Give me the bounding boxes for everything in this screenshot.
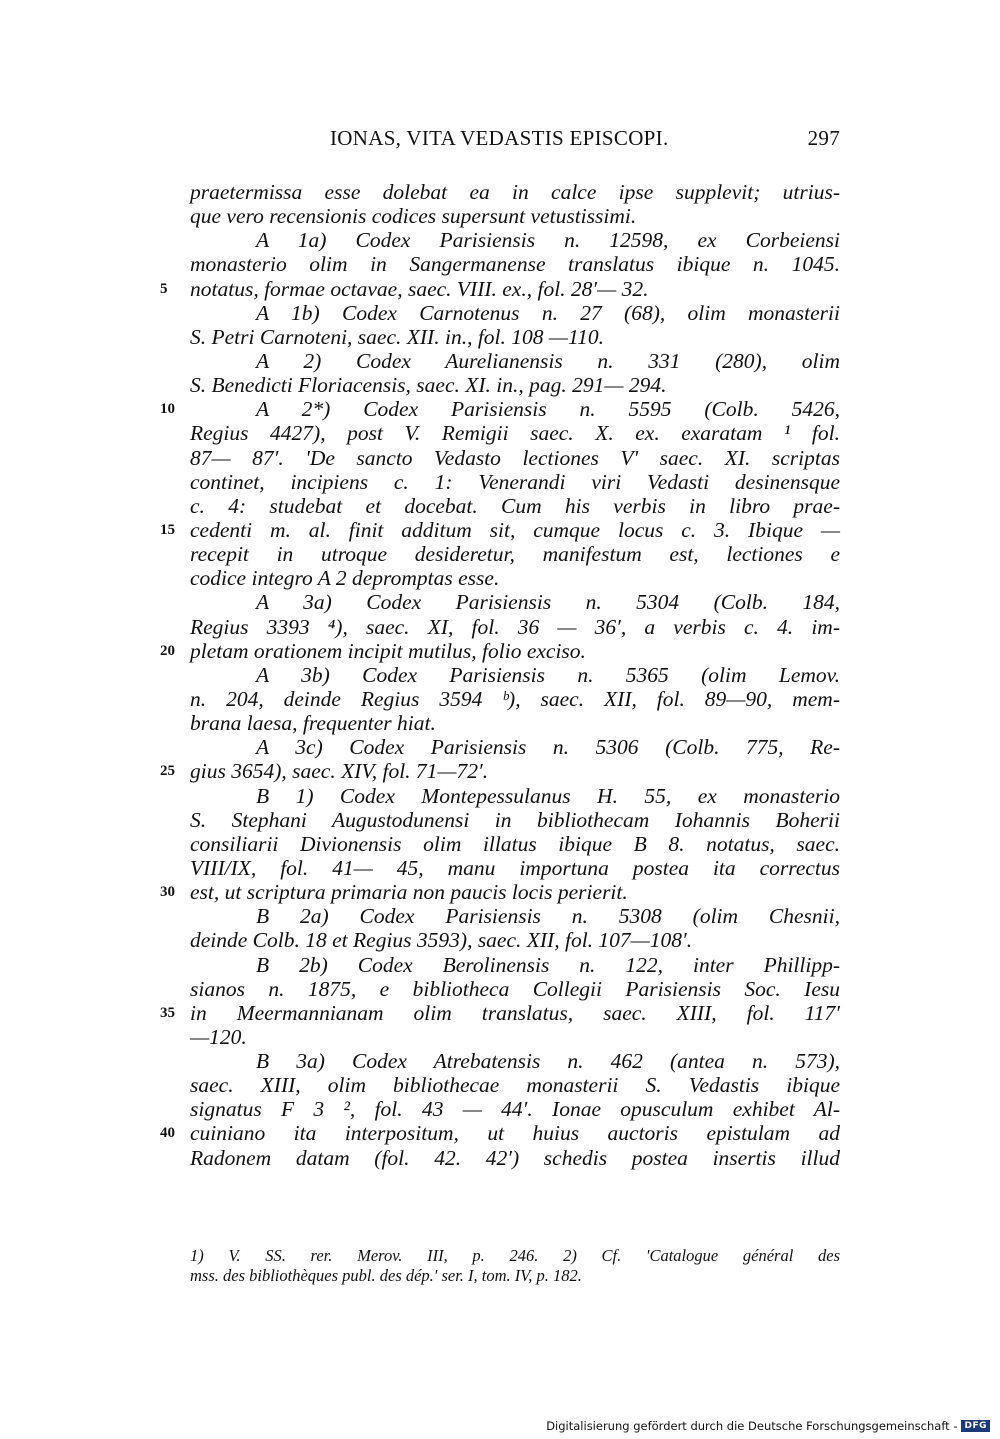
text-line bbox=[190, 252, 840, 276]
text-line bbox=[190, 566, 840, 590]
text-line-content: 87— 87′. 'De sancto Vedasto lectiones V' saec. XI. scriptas bbox=[190, 445, 840, 470]
text-line bbox=[160, 759, 840, 784]
text-line bbox=[190, 325, 840, 349]
text-line-content: S. Petri Carnoteni, saec. XII. in., fol. 108 —110. bbox=[190, 324, 605, 349]
text-line-content: n. 204, deinde Regius 3594 ᵇ), saec. XII, fol. 89—90, mem- bbox=[190, 686, 840, 711]
text-line-content: c. 4: studebat et docebat. Cum his verbis in libro prae- bbox=[190, 493, 840, 518]
text-line-content: est, ut scriptura primaria non paucis locis perierit. bbox=[190, 880, 628, 905]
text-line bbox=[190, 928, 840, 952]
text-line bbox=[190, 1049, 840, 1073]
text-line-content: consiliarii Divionensis olim illatus ibique B 8. notatus, saec. bbox=[190, 831, 840, 856]
text-line bbox=[190, 808, 840, 832]
text-line-content: continet, incipiens c. 1: Venerandi viri Vedasti desinensque bbox=[190, 469, 840, 494]
text-line bbox=[190, 977, 840, 1001]
text-line-content: —120. bbox=[190, 1024, 247, 1049]
text-line bbox=[190, 446, 840, 470]
text-line-content: codice integro A 2 depromptas esse. bbox=[190, 566, 500, 591]
text-line-content: cuiniano ita interpositum, ut huius auctoris epistulam ad bbox=[190, 1121, 840, 1146]
text-line-content: A 2) Codex Aurelianensis n. 331 (280), olim bbox=[256, 348, 840, 373]
text-line bbox=[160, 880, 840, 905]
text-line-content: B 3a) Codex Atrebatensis n. 462 (antea n. 573), bbox=[256, 1049, 840, 1074]
text-line bbox=[160, 1000, 840, 1025]
text-line bbox=[190, 953, 840, 977]
running-title: IONAS, VITA VEDASTIS EPISCOPI. bbox=[330, 126, 669, 150]
text-line bbox=[190, 228, 840, 252]
text-line-content: B 1) Codex Montepessulanus H. 55, ex monasterio bbox=[256, 783, 840, 808]
text-line-content: recepit in utroque desideretur, manifestum est, lectiones e bbox=[190, 542, 840, 567]
text-line-content: praetermissa esse dolebat ea in calce ipse supplevit; utrius- bbox=[190, 180, 840, 204]
text-line bbox=[190, 1025, 840, 1049]
text-line bbox=[160, 517, 840, 542]
text-line-content: cedenti m. al. finit additum sit, cumque locus c. 3. Ibique — bbox=[190, 517, 840, 542]
text-line-content: que vero recensionis codices supersunt vetustissimi. bbox=[190, 204, 637, 229]
line-number: 15 bbox=[160, 521, 175, 538]
text-line-content: pletam orationem incipit mutilus, folio exciso. bbox=[190, 638, 586, 663]
text-line-content: deinde Colb. 18 et Regius 3593), saec. XII, fol. 107—108′. bbox=[190, 928, 693, 953]
footnotes bbox=[190, 1246, 840, 1286]
line-number: 10 bbox=[160, 401, 175, 418]
text-line-content: gius 3654), saec. XIV, fol. 71—72′. bbox=[190, 759, 489, 784]
text-line bbox=[190, 349, 840, 373]
text-line-content: in Meermannianam olim translatus, saec. XIII, fol. 117′ bbox=[190, 1000, 840, 1025]
text-line bbox=[190, 494, 840, 518]
line-number: 35 bbox=[160, 1004, 175, 1021]
text-line-content: Regius 4427), post V. Remigii saec. X. ex. exaratam ¹ fol. bbox=[190, 421, 840, 446]
dfg-logo: DFG bbox=[961, 1420, 990, 1432]
text-line bbox=[190, 373, 840, 397]
text-line bbox=[160, 1121, 840, 1146]
text-line bbox=[190, 663, 840, 687]
page-number: 297 bbox=[807, 126, 840, 150]
line-number: 40 bbox=[160, 1125, 175, 1142]
text-line bbox=[190, 204, 840, 228]
text-line-content: Regius 3393 ⁴), saec. XI, fol. 36 — 36′, a verbis c. 4. im- bbox=[190, 614, 840, 639]
text-line bbox=[160, 276, 840, 301]
text-line-content: A 3c) Codex Parisiensis n. 5306 (Colb. 775, Re- bbox=[256, 735, 840, 760]
digitization-credit bbox=[546, 1419, 990, 1433]
text-line-content: notatus, formae octavae, saec. VIII. ex., fol. 28′— 32. bbox=[190, 276, 649, 301]
text-line bbox=[190, 470, 840, 494]
text-line bbox=[190, 711, 840, 735]
text-line-content: Radonem datam (fol. 42. 42′) schedis postea insertis illud bbox=[190, 1145, 840, 1170]
text-line bbox=[190, 590, 840, 614]
text-line-content: sianos n. 1875, e bibliotheca Collegii Parisiensis Soc. Iesu bbox=[190, 976, 840, 1001]
text-line bbox=[190, 615, 840, 639]
text-line bbox=[190, 1073, 840, 1097]
text-line-content: B 2a) Codex Parisiensis n. 5308 (olim Chesnii, bbox=[256, 904, 840, 929]
text-line bbox=[160, 397, 840, 422]
text-line-content: S. Benedicti Floriacensis, saec. XI. in., pag. 291— 294. bbox=[190, 373, 667, 398]
text-line-content: A 1b) Codex Carnotenus n. 27 (68), olim monasterii bbox=[256, 300, 840, 325]
footnote-line: 1) V. SS. rer. Merov. III, p. 246. 2) Cf. 'Catalogue général des bbox=[190, 1246, 840, 1265]
text-line bbox=[190, 832, 840, 856]
text-line bbox=[190, 1146, 840, 1170]
text-line bbox=[190, 904, 840, 928]
text-line bbox=[160, 638, 840, 663]
footnote-line: mss. des bibliothèques publ. des dép.' ser. I, tom. IV, p. 182. bbox=[190, 1266, 582, 1285]
text-line bbox=[190, 421, 840, 445]
text-line-content: signatus F 3 ², fol. 43 — 44′. Ionae opusculum exhibet Al- bbox=[190, 1097, 840, 1122]
text-line-content: A 2*) Codex Parisiensis n. 5595 (Colb. 5426, bbox=[256, 397, 840, 422]
running-header bbox=[190, 126, 840, 156]
text-line-content: S. Stephani Augustodunensi in bibliothecam Iohannis Boherii bbox=[190, 807, 840, 832]
text-line-content: brana laesa, frequenter hiat. bbox=[190, 711, 436, 736]
line-number: 5 bbox=[160, 280, 168, 297]
text-line-content: A 3a) Codex Parisiensis n. 5304 (Colb. 184, bbox=[256, 590, 840, 615]
text-line-content: monasterio olim in Sangermanense translatus ibique n. 1045. bbox=[190, 252, 840, 277]
text-line bbox=[190, 784, 840, 808]
line-number: 25 bbox=[160, 763, 175, 780]
line-number: 30 bbox=[160, 884, 175, 901]
credit-text: Digitalisierung gefördert durch die Deutsche Forschungsgemeinschaft - bbox=[546, 1419, 958, 1433]
text-line-content: A 3b) Codex Parisiensis n. 5365 (olim Lemov. bbox=[256, 662, 840, 687]
main-text bbox=[160, 180, 840, 1170]
text-line-content: saec. XIII, olim bibliothecae monasterii S. Vedastis ibique bbox=[190, 1073, 840, 1098]
text-line bbox=[190, 542, 840, 566]
text-line bbox=[190, 301, 840, 325]
line-number: 20 bbox=[160, 642, 175, 659]
text-line-content: B 2b) Codex Berolinensis n. 122, inter Phillipp- bbox=[256, 952, 840, 977]
text-line bbox=[190, 1097, 840, 1121]
text-line bbox=[190, 687, 840, 711]
text-line bbox=[190, 180, 840, 204]
text-line bbox=[190, 735, 840, 759]
text-line-content: VIII/IX, fol. 41— 45, manu importuna postea ita correctus bbox=[190, 855, 840, 880]
text-line-content: A 1a) Codex Parisiensis n. 12598, ex Corbeiensi bbox=[256, 228, 840, 253]
text-line bbox=[190, 856, 840, 880]
